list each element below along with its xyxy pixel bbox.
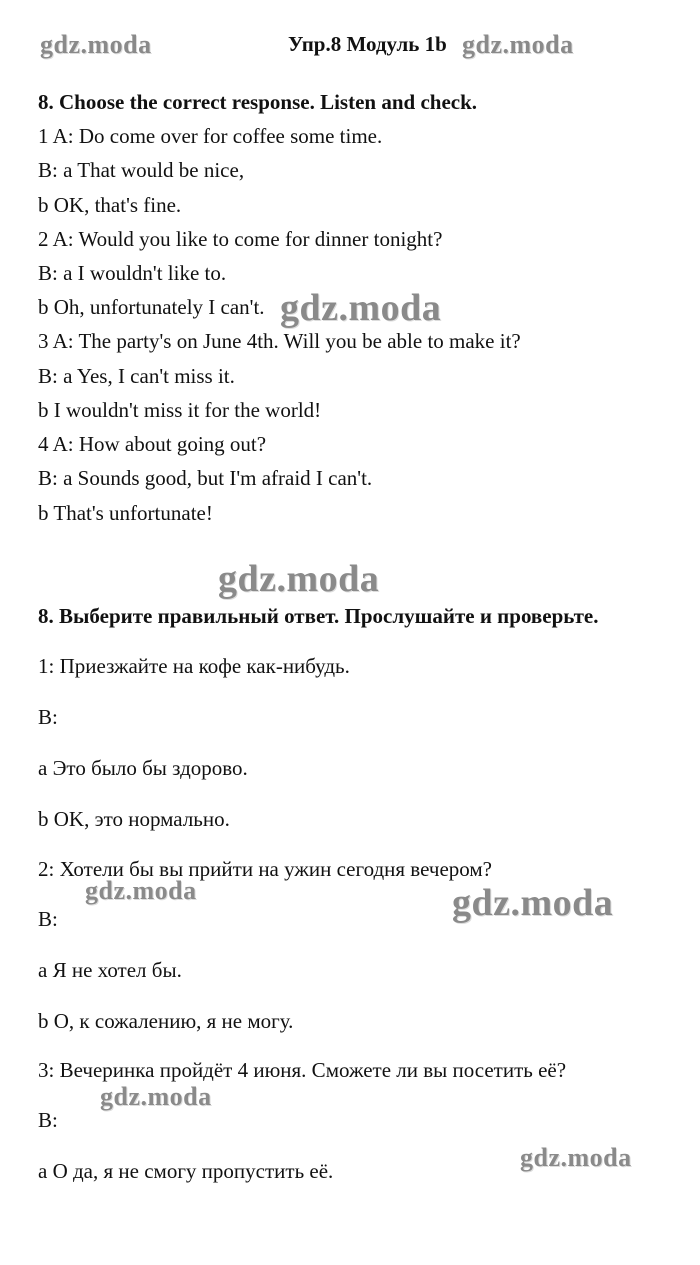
watermark: gdz.moda <box>40 30 152 59</box>
russian-line: b O, к сожалению, я не могу. <box>38 1009 294 1033</box>
english-line: 1 A: Do come over for coffee some time. <box>38 124 383 148</box>
english-line: b OK, that's fine. <box>38 193 182 217</box>
page-title: Упр.8 Модуль 1b <box>288 32 447 56</box>
russian-line: 1: Приезжайте на кофе как-нибудь. <box>38 654 350 678</box>
watermark: gdz.moda <box>520 1143 632 1172</box>
english-line: b That's unfortunate! <box>38 501 213 525</box>
russian-line: B: <box>38 1108 58 1132</box>
russian-line: a O да, я не смогу пропустить её. <box>38 1159 334 1183</box>
english-heading: 8. Choose the correct response. Listen and check. <box>38 90 478 114</box>
watermark: gdz.moda <box>100 1082 212 1111</box>
russian-line: B: <box>38 705 58 729</box>
english-line: B: a Sounds good, but I'm afraid I can't. <box>38 466 373 490</box>
english-line: b I wouldn't miss it for the world! <box>38 398 322 422</box>
russian-line: 3: Вечеринка пройдёт 4 июня. Сможете ли вы посетить её? <box>38 1058 567 1082</box>
english-line: 3 A: The party's on June 4th. Will you be able to make it? <box>38 329 521 353</box>
watermark: gdz.moda <box>452 882 614 924</box>
russian-line: a Я не хотел бы. <box>38 958 182 982</box>
english-line: B: a That would be nice, <box>38 158 245 182</box>
english-line: 2 A: Would you like to come for dinner tonight? <box>38 227 443 251</box>
watermark: gdz.moda <box>218 558 380 600</box>
russian-line: B: <box>38 907 58 931</box>
russian-line: a Это было бы здорово. <box>38 756 248 780</box>
russian-line: b OK, это нормально. <box>38 807 230 831</box>
watermark: gdz.moda <box>280 287 442 329</box>
russian-heading: 8. Выберите правильный ответ. Прослушайте и проверьте. <box>38 604 599 628</box>
watermark: gdz.moda <box>462 30 574 59</box>
english-line: b Oh, unfortunately I can't. <box>38 295 265 319</box>
english-line: B: a I wouldn't like to. <box>38 261 227 285</box>
english-line: 4 A: How about going out? <box>38 432 267 456</box>
russian-line: 2: Хотели бы вы прийти на ужин сегодня вечером? <box>38 857 492 881</box>
watermark: gdz.moda <box>85 876 197 905</box>
english-line: B: a Yes, I can't miss it. <box>38 364 235 388</box>
